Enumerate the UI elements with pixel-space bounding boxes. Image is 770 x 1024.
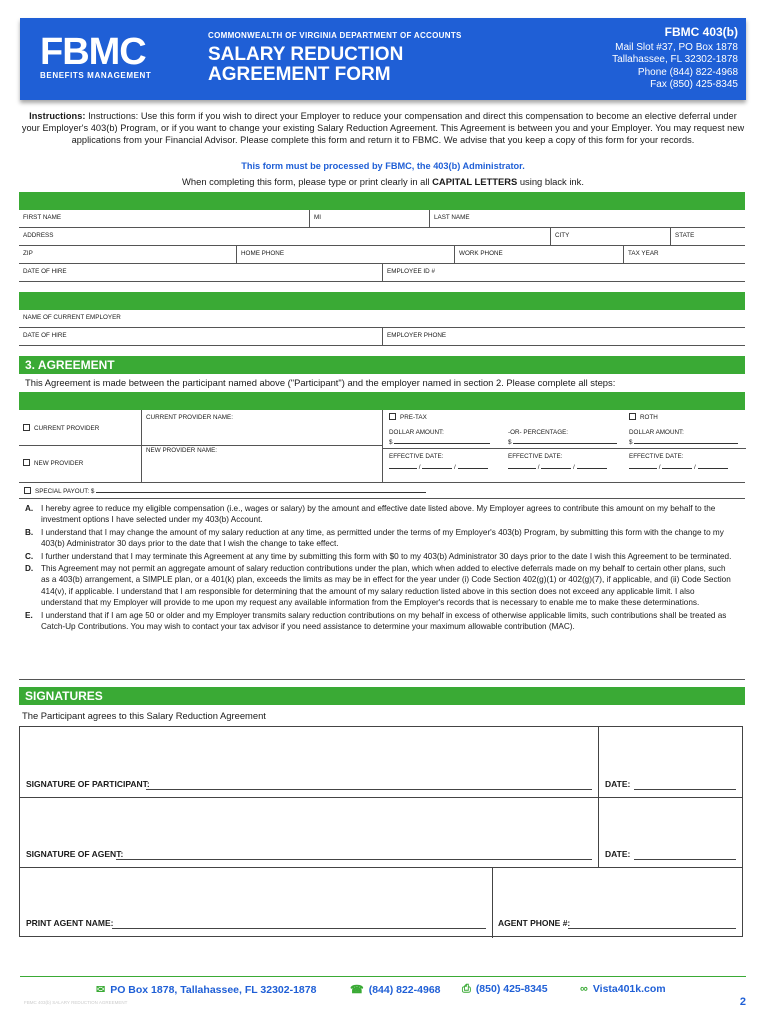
section3-title: 3. AGREEMENT	[19, 356, 745, 374]
current-provider-label: CURRENT PROVIDER	[34, 425, 100, 432]
effective-divider	[383, 448, 746, 449]
term-letter: C.	[25, 551, 34, 561]
effective-date-label-2: EFFECTIVE DATE:	[508, 453, 563, 460]
participant-section	[19, 210, 745, 282]
effective-date-1[interactable]: EFFECTIVE DATE: / /	[389, 453, 501, 471]
footer-web-text[interactable]: Vista401k.com	[592, 983, 666, 995]
date-of-hire-field[interactable]: DATE OF HIRE	[23, 268, 67, 275]
term-letter: A.	[25, 504, 34, 513]
percentage-field[interactable]	[508, 429, 620, 446]
last-name-field[interactable]: LAST NAME	[429, 210, 745, 228]
roth-dollar-label: DOLLAR AMOUNT:	[629, 429, 684, 436]
employee-id-field[interactable]: EMPLOYEE ID #	[382, 264, 745, 282]
term-text: I hereby agree to reduce my eligible compensation (i.e., wages or salary) by the amount and effective date listed above. My Employer agrees to contribute this amount on my behalf to the investment options I have selected under my 403(b) Account.	[41, 504, 716, 525]
dollar-sign-3: $	[629, 439, 633, 446]
employer-name-row	[19, 310, 745, 328]
new-provider-option[interactable]	[19, 446, 141, 483]
effective-date-label-3: EFFECTIVE DATE:	[629, 453, 684, 460]
form-code: FBMC 403(b)	[664, 25, 738, 39]
address-field[interactable]: ADDRESS	[23, 232, 54, 239]
fax-line: Fax (850) 425-8345	[650, 79, 738, 90]
roth-dollar-field[interactable]	[629, 429, 741, 446]
pretax-option[interactable]	[389, 413, 427, 421]
footer-web	[580, 983, 666, 995]
capital-post: using black ink.	[517, 176, 584, 187]
agreement-term	[25, 563, 735, 609]
phone-icon: ☎	[350, 984, 364, 996]
print-agent-name-line[interactable]	[112, 928, 486, 929]
zip-field[interactable]: ZIP	[23, 250, 33, 257]
form-header	[20, 18, 746, 100]
payout-divider	[19, 498, 745, 499]
current-provider-checkbox[interactable]	[23, 424, 30, 431]
employer-date-of-hire-field[interactable]: DATE OF HIRE	[23, 332, 67, 339]
dollar-sign-2: $	[508, 439, 512, 446]
agent-phone-label: AGENT PHONE #:	[498, 918, 571, 928]
instructions	[20, 111, 746, 146]
day-line-1[interactable]	[422, 468, 452, 469]
dollar-amount-label: DOLLAR AMOUNT:	[389, 429, 444, 436]
sig-divider-2	[492, 867, 493, 938]
agreement-term	[25, 503, 735, 526]
contribution-grid	[382, 410, 745, 483]
term-text: I understand that I may change the amount of my salary reduction at any time, as permitted under the terms of my Employer's 403(b) Program, by submitting this form with the change to my 403(b) Administrator 30 days prior to the date that I wish the change to take effect.	[41, 527, 724, 549]
year-line-1[interactable]	[458, 468, 488, 469]
agent-signature-label: SIGNATURE OF AGENT:	[26, 849, 124, 859]
title-line-2: AGREEMENT FORM	[208, 64, 391, 85]
footer-address-text: PO Box 1878, Tallahassee, FL 32302-1878	[110, 984, 317, 996]
term-text: I further understand that I may terminate this Agreement at any time by submitting this form with $0 to my 403(b) Administrator 30 days prior to the date I wish this Agreement to be terminated.	[41, 551, 732, 561]
agreement-intro: This Agreement is made between the participant named above ("Participant") and the employer named in section 2. Please complete all steps:	[25, 377, 616, 388]
mail-icon: ✉	[96, 984, 106, 996]
percentage-input-line[interactable]	[513, 443, 617, 444]
footer-fax	[462, 983, 548, 996]
effective-date-label-1: EFFECTIVE DATE:	[389, 453, 444, 460]
employer-phone-field[interactable]: EMPLOYER PHONE	[382, 328, 745, 346]
year-line-3[interactable]	[698, 468, 728, 469]
instructions-label: Instructions:	[29, 111, 86, 121]
date-line-1[interactable]	[634, 789, 736, 790]
roth-checkbox[interactable]	[629, 413, 636, 420]
current-provider-option[interactable]	[19, 410, 141, 446]
mi-field[interactable]: MI	[309, 210, 429, 228]
processed-notice: This form must be processed by FBMC, the 403(b) Administrator.	[241, 161, 525, 171]
pretax-label: PRE-TAX	[400, 414, 427, 421]
agreement-term	[25, 527, 735, 550]
signature-box	[19, 726, 743, 937]
effective-date-3[interactable]: EFFECTIVE DATE: / /	[629, 453, 741, 471]
footer-fax-text: (850) 425-8345	[475, 983, 548, 995]
agent-signature-line[interactable]	[116, 859, 592, 860]
fbmc-logo	[40, 31, 152, 80]
state-field[interactable]: STATE	[670, 228, 745, 246]
year-line-2[interactable]	[577, 468, 607, 469]
capital-letters-notice	[20, 176, 746, 187]
work-phone-field[interactable]: WORK PHONE	[454, 246, 623, 264]
logo-subtitle: BENEFITS MANAGEMENT	[40, 71, 152, 80]
roth-label: ROTH	[640, 414, 658, 421]
contact-row	[19, 246, 745, 264]
page-number: 2	[739, 996, 746, 1008]
month-line-1[interactable]	[389, 468, 417, 469]
agreement-term	[25, 551, 735, 562]
special-payout-checkbox[interactable]	[24, 487, 31, 494]
dollar-sign: $	[389, 439, 393, 446]
agreement-term	[25, 610, 735, 633]
link-icon: ∞	[580, 983, 588, 995]
mail-slot: Mail Slot #37, PO Box 1878	[615, 41, 738, 53]
city-line: Tallahassee, FL 32302-1878	[612, 54, 738, 65]
fax-icon: ⎙	[462, 983, 471, 995]
pretax-dollar-field[interactable]	[389, 429, 499, 446]
sig-hline-2	[20, 867, 742, 868]
footer-address	[96, 983, 316, 996]
participant-signature-line[interactable]	[146, 789, 592, 790]
footer-divider	[20, 976, 746, 977]
section1-header	[19, 192, 745, 210]
fine-print: FBMC 403(b) SALARY REDUCTION AGREEMENT	[24, 1000, 128, 1005]
date-label-2: DATE:	[605, 849, 631, 859]
new-provider-label: NEW PROVIDER	[34, 460, 84, 467]
tax-year-field[interactable]: TAX YEAR	[623, 246, 745, 264]
month-line-3[interactable]	[629, 468, 657, 469]
footer-phone-text: (844) 822-4968	[368, 984, 441, 996]
current-provider-name-field[interactable]: CURRENT PROVIDER NAME:	[141, 410, 382, 446]
day-line-3[interactable]	[662, 468, 692, 469]
agreement-terms	[25, 503, 735, 633]
participant-signature-label: SIGNATURE OF PARTICIPANT:	[26, 779, 150, 789]
footer-phone	[350, 983, 441, 996]
date-line-2[interactable]	[634, 859, 736, 860]
day-line-2[interactable]	[541, 468, 571, 469]
sig-hline-1	[20, 797, 742, 798]
capital-bold: CAPITAL LETTERS	[432, 176, 518, 187]
percentage-label: -OR- PERCENTAGE:	[508, 429, 569, 436]
title-line-1: SALARY REDUCTION	[208, 44, 404, 65]
signatures-intro: The Participant agrees to this Salary Reduction Agreement	[22, 710, 266, 721]
form-title	[208, 45, 403, 85]
special-payout-label: SPECIAL PAYOUT: $	[35, 488, 95, 495]
special-payout-field[interactable]	[24, 487, 426, 495]
employer-section	[19, 310, 745, 346]
term-letter: E.	[25, 610, 33, 620]
pretax-checkbox[interactable]	[389, 413, 396, 420]
employer-hire-row	[19, 328, 745, 346]
term-text: This Agreement may not permit an aggregate amount of salary reduction contributions under the plan, which when added to elective deferrals made on my behalf to certain other plans, such as a 403(b) arrangement, a SIMPLE plan, or a 401(k) plan, exceeds the limits as may be in effect for the year under (i) Code Section 402(g)(1) or 402(g)(7), if applicable, and (ii) Code Section 414(v), if applicable. I understand that I am responsible for determining that the amount of my salary reduction listed above in this section does not exceed any applicable limit. I also understand that my Employer will provide to me upon my request any available information from the Employer's records that is necessary to enable me to make these determinations.	[41, 564, 731, 608]
home-phone-field[interactable]: HOME PHONE	[236, 246, 454, 264]
special-payout-line[interactable]	[96, 492, 426, 493]
employer-name-field[interactable]: NAME OF CURRENT EMPLOYER	[23, 314, 121, 321]
term-text: I understand that if I am age 50 or older and my Employer transmits salary reduction contributions on my behalf in excess of otherwise applicable limits, such contributions shall be treated as Catch-Up Contributions. You may wish to contact your tax advisor if you need assistance to determine your maximum allowable contribution (MAC).	[41, 610, 727, 632]
roth-dollar-input-line[interactable]	[634, 443, 738, 444]
new-provider-name-field[interactable]: NEW PROVIDER NAME:	[141, 446, 382, 483]
date-label-1: DATE:	[605, 779, 631, 789]
hire-row	[19, 264, 745, 282]
roth-option[interactable]	[629, 413, 658, 421]
new-provider-checkbox[interactable]	[23, 459, 30, 466]
provider-table	[19, 410, 745, 483]
address-row	[19, 228, 745, 246]
term-letter: D.	[25, 564, 34, 574]
effective-date-2[interactable]: EFFECTIVE DATE: / /	[508, 453, 620, 471]
section2-header	[19, 292, 745, 310]
city-field[interactable]: CITY	[550, 228, 670, 246]
phone-line: Phone (844) 822-4968	[637, 66, 738, 78]
agent-phone-line[interactable]	[568, 928, 736, 929]
agency-name: COMMONWEALTH OF VIRGINIA DEPARTMENT OF ACCOUNTS	[208, 31, 462, 40]
instructions-text: Instructions: Use this form if you wish to direct your Employer to reduce your compensation and direct this compensation to become an elective deferral under your Employer's 403(b) Program, or if you want to change your existing Salary Reduction Agreement. This Agreement is between you and your Employer. You may request new applications from your Financial Advisor. Please complete this form and return it to FBMC. We advise that you keep a copy of this form for your records.	[21, 111, 745, 145]
dollar-input-line[interactable]	[394, 443, 490, 444]
first-name-field[interactable]: FIRST NAME	[23, 214, 62, 221]
signatures-title: SIGNATURES	[19, 687, 745, 705]
print-agent-name-label: PRINT AGENT NAME:	[26, 918, 114, 928]
logo-text: FBMC	[40, 31, 146, 73]
name-row	[19, 210, 745, 228]
terms-divider	[19, 679, 745, 680]
capital-pre: When completing this form, please type or print clearly in all	[182, 176, 433, 187]
term-letter: B.	[25, 527, 34, 537]
contact-block	[612, 26, 738, 92]
agreement-table-header	[19, 392, 745, 410]
month-line-2[interactable]	[508, 468, 536, 469]
